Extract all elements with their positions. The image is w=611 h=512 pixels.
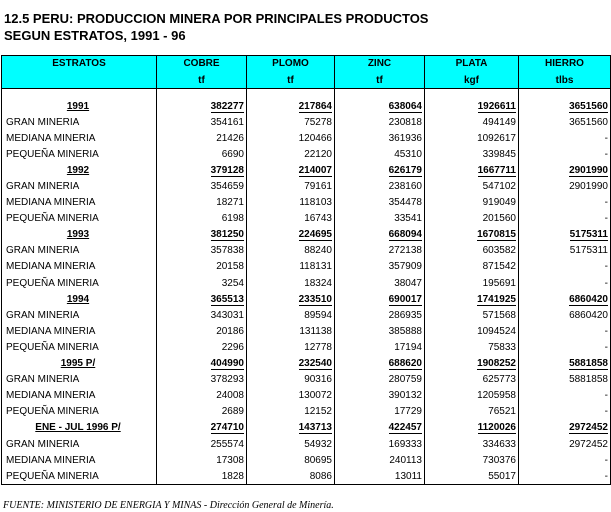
year-total-value-text: 5175311: [569, 229, 608, 241]
stratum-value: 1828: [157, 468, 247, 485]
year-total-row: [2, 227, 611, 243]
stratum-label: PEQUEÑA MINERIA: [2, 146, 157, 162]
table-body: [2, 89, 611, 485]
stratum-value: 3254: [157, 275, 247, 291]
stratum-value: 22120: [247, 146, 335, 162]
year-label-text: 1992: [66, 164, 90, 176]
stratum-label: GRAN MINERIA: [2, 114, 157, 130]
stratum-value: 603582: [425, 243, 519, 259]
stratum-value: 90316: [247, 372, 335, 388]
spacer-cell: [247, 89, 335, 99]
stratum-row: [2, 468, 611, 485]
year-total-value-text: 365513: [210, 293, 244, 305]
stratum-value: 54932: [247, 436, 335, 452]
stratum-value: -: [519, 275, 611, 291]
year-label: [2, 98, 157, 114]
unit-cobre: tf: [157, 75, 247, 89]
stratum-label: MEDIANA MINERIA: [2, 259, 157, 275]
stratum-label: PEQUEÑA MINERIA: [2, 404, 157, 420]
stratum-value: 6690: [157, 146, 247, 162]
year-total-value-text: 214007: [298, 164, 332, 176]
year-total-value: [157, 98, 247, 114]
stratum-value: 280759: [335, 372, 425, 388]
mining-production-table: [1, 55, 611, 485]
stratum-row: [2, 243, 611, 259]
year-total-value-text: 6860420: [569, 293, 608, 305]
unit-zinc: tf: [335, 75, 425, 89]
year-total-value-text: 379128: [210, 164, 244, 176]
year-total-value-text: 233510: [298, 293, 332, 305]
table-title: 12.5 PERU: PRODUCCION MINERA POR PRINCIPALES PRODUCTOS: [4, 11, 429, 26]
year-total-value-text: 1120026: [477, 422, 516, 434]
stratum-value: 169333: [335, 436, 425, 452]
unit-hierro: tlbs: [519, 75, 611, 89]
column-header-cobre: COBRE: [157, 56, 247, 76]
spacer-cell: [2, 89, 157, 99]
stratum-value: -: [519, 404, 611, 420]
stratum-label: MEDIANA MINERIA: [2, 452, 157, 468]
column-header-plata: PLATA: [425, 56, 519, 76]
stratum-value: 547102: [425, 178, 519, 194]
stratum-row: [2, 178, 611, 194]
year-total-value-text: 1741925: [477, 293, 516, 305]
year-total-value-text: 2972452: [569, 422, 608, 434]
year-label-text: 1995 P/: [60, 358, 96, 370]
stratum-value: 3651560: [519, 114, 611, 130]
year-total-value: [335, 420, 425, 436]
year-total-value: [425, 162, 519, 178]
stratum-value: 55017: [425, 468, 519, 485]
year-total-value-text: 1926611: [477, 100, 516, 112]
stratum-value: 17729: [335, 404, 425, 420]
stratum-value: -: [519, 468, 611, 485]
stratum-label: GRAN MINERIA: [2, 436, 157, 452]
stratum-value: 357909: [335, 259, 425, 275]
year-total-value-text: 690017: [388, 293, 422, 305]
stratum-value: 339845: [425, 146, 519, 162]
header-row: [2, 56, 611, 76]
stratum-value: 6198: [157, 211, 247, 227]
stratum-row: [2, 275, 611, 291]
stratum-value: 1094524: [425, 323, 519, 339]
stratum-value: 625773: [425, 372, 519, 388]
stratum-value: 230818: [335, 114, 425, 130]
year-total-value: [335, 98, 425, 114]
unit-plata: kgf: [425, 75, 519, 89]
year-total-value: [335, 227, 425, 243]
stratum-value: -: [519, 452, 611, 468]
stratum-value: -: [519, 211, 611, 227]
stratum-value: 75833: [425, 339, 519, 355]
stratum-value: 76521: [425, 404, 519, 420]
stratum-value: 8086: [247, 468, 335, 485]
stratum-row: [2, 130, 611, 146]
stratum-value: 88240: [247, 243, 335, 259]
year-total-row: [2, 98, 611, 114]
stratum-value: 357838: [157, 243, 247, 259]
stratum-value: 120466: [247, 130, 335, 146]
year-total-value: [519, 227, 611, 243]
stratum-value: 343031: [157, 307, 247, 323]
year-total-value-text: 404990: [210, 358, 244, 370]
stratum-value: 17308: [157, 452, 247, 468]
stratum-label: MEDIANA MINERIA: [2, 388, 157, 404]
year-total-row: [2, 291, 611, 307]
year-label-text: 1994: [66, 293, 90, 305]
year-total-value-text: 232540: [298, 358, 332, 370]
year-total-value: [519, 291, 611, 307]
stratum-row: [2, 372, 611, 388]
stratum-value: 1092617: [425, 130, 519, 146]
stratum-value: 13011: [335, 468, 425, 485]
stratum-label: MEDIANA MINERIA: [2, 323, 157, 339]
stratum-label: PEQUEÑA MINERIA: [2, 468, 157, 485]
year-total-value-text: 626179: [388, 164, 422, 176]
stratum-value: 17194: [335, 339, 425, 355]
year-total-value: [247, 98, 335, 114]
stratum-value: 240113: [335, 452, 425, 468]
year-total-value-text: 381250: [210, 229, 244, 241]
stratum-value: 1205958: [425, 388, 519, 404]
year-total-value: [247, 162, 335, 178]
column-header-zinc: ZINC: [335, 56, 425, 76]
stratum-value: 385888: [335, 323, 425, 339]
column-header-plomo: PLOMO: [247, 56, 335, 76]
stratum-value: 354659: [157, 178, 247, 194]
stratum-value: 118103: [247, 195, 335, 211]
stratum-value: -: [519, 339, 611, 355]
year-total-value: [247, 291, 335, 307]
stratum-value: 354161: [157, 114, 247, 130]
stratum-value: 286935: [335, 307, 425, 323]
table-subtitle: SEGUN ESTRATOS, 1991 - 96: [4, 28, 186, 43]
stratum-row: [2, 436, 611, 452]
year-total-value: [519, 420, 611, 436]
stratum-row: [2, 195, 611, 211]
stratum-row: [2, 452, 611, 468]
stratum-label: GRAN MINERIA: [2, 178, 157, 194]
year-total-value: [425, 291, 519, 307]
year-total-value: [335, 162, 425, 178]
stratum-value: 5881858: [519, 372, 611, 388]
year-label-text: 1993: [66, 229, 90, 241]
year-total-value: [157, 162, 247, 178]
stratum-value: 354478: [335, 195, 425, 211]
spacer-cell: [157, 89, 247, 99]
stratum-value: 38047: [335, 275, 425, 291]
year-total-value: [425, 356, 519, 372]
stratum-row: [2, 307, 611, 323]
year-label: [2, 356, 157, 372]
year-total-value: [157, 420, 247, 436]
year-label: [2, 291, 157, 307]
stratum-label: PEQUEÑA MINERIA: [2, 211, 157, 227]
year-total-value-text: 688620: [388, 358, 422, 370]
year-total-row: [2, 356, 611, 372]
stratum-value: 2689: [157, 404, 247, 420]
stratum-value: 2296: [157, 339, 247, 355]
stratum-label: PEQUEÑA MINERIA: [2, 275, 157, 291]
column-header-hierro: HIERRO: [519, 56, 611, 76]
stratum-row: [2, 339, 611, 355]
source-footnote: FUENTE: MINISTERIO DE ENERGIA Y MINAS - Dirección General de Minería.: [3, 500, 334, 511]
spacer-row: [2, 89, 611, 99]
year-total-value: [519, 98, 611, 114]
stratum-value: 75278: [247, 114, 335, 130]
stratum-value: 80695: [247, 452, 335, 468]
year-label-text: 1991: [66, 100, 90, 112]
year-total-row: [2, 162, 611, 178]
stratum-value: 18324: [247, 275, 335, 291]
stratum-value: 571568: [425, 307, 519, 323]
stratum-value: 24008: [157, 388, 247, 404]
year-total-value-text: 3651560: [569, 100, 608, 112]
stratum-row: [2, 259, 611, 275]
unit-estratos: [2, 75, 157, 89]
unit-plomo: tf: [247, 75, 335, 89]
year-total-value: [157, 227, 247, 243]
stratum-value: 255574: [157, 436, 247, 452]
stratum-value: 334633: [425, 436, 519, 452]
year-total-row: [2, 420, 611, 436]
stratum-value: 18271: [157, 195, 247, 211]
spacer-cell: [335, 89, 425, 99]
stratum-value: 730376: [425, 452, 519, 468]
year-total-value-text: 274710: [210, 422, 244, 434]
year-total-value-text: 382277: [210, 100, 244, 112]
stratum-row: [2, 388, 611, 404]
stratum-value: 12778: [247, 339, 335, 355]
year-total-value: [247, 356, 335, 372]
stratum-value: 919049: [425, 195, 519, 211]
stratum-value: 33541: [335, 211, 425, 227]
stratum-value: 494149: [425, 114, 519, 130]
year-total-value: [425, 420, 519, 436]
unit-row: [2, 75, 611, 89]
stratum-value: 2972452: [519, 436, 611, 452]
year-total-value: [425, 98, 519, 114]
year-total-value-text: 5881858: [569, 358, 608, 370]
year-total-value-text: 143713: [298, 422, 332, 434]
stratum-value: 16743: [247, 211, 335, 227]
year-label: [2, 227, 157, 243]
stratum-label: GRAN MINERIA: [2, 243, 157, 259]
stratum-label: GRAN MINERIA: [2, 307, 157, 323]
year-total-value-text: 217864: [298, 100, 332, 112]
year-total-value: [247, 227, 335, 243]
stratum-value: -: [519, 146, 611, 162]
spacer-cell: [425, 89, 519, 99]
year-total-value: [519, 162, 611, 178]
stratum-value: 871542: [425, 259, 519, 275]
stratum-value: 195691: [425, 275, 519, 291]
stratum-row: [2, 404, 611, 420]
year-label: [2, 162, 157, 178]
year-total-value-text: 422457: [388, 422, 422, 434]
stratum-label: MEDIANA MINERIA: [2, 130, 157, 146]
stratum-value: 131138: [247, 323, 335, 339]
year-total-value-text: 638064: [388, 100, 422, 112]
stratum-value: 45310: [335, 146, 425, 162]
year-total-value: [157, 356, 247, 372]
spacer-cell: [519, 89, 611, 99]
column-header-estratos: ESTRATOS: [2, 56, 157, 76]
stratum-value: 238160: [335, 178, 425, 194]
year-total-value: [519, 356, 611, 372]
stratum-row: [2, 323, 611, 339]
stratum-row: [2, 146, 611, 162]
stratum-value: 6860420: [519, 307, 611, 323]
stratum-value: 361936: [335, 130, 425, 146]
year-total-value: [335, 356, 425, 372]
stratum-label: PEQUEÑA MINERIA: [2, 339, 157, 355]
stratum-value: 5175311: [519, 243, 611, 259]
stratum-label: MEDIANA MINERIA: [2, 195, 157, 211]
year-total-value-text: 224695: [298, 229, 332, 241]
stratum-row: [2, 114, 611, 130]
stratum-value: 20186: [157, 323, 247, 339]
stratum-value: -: [519, 259, 611, 275]
stratum-value: 21426: [157, 130, 247, 146]
year-total-value-text: 1667711: [477, 164, 516, 176]
stratum-value: -: [519, 130, 611, 146]
stratum-value: -: [519, 195, 611, 211]
stratum-value: -: [519, 323, 611, 339]
stratum-value: 2901990: [519, 178, 611, 194]
stratum-value: 118131: [247, 259, 335, 275]
stratum-value: 79161: [247, 178, 335, 194]
stratum-label: GRAN MINERIA: [2, 372, 157, 388]
year-total-value: [157, 291, 247, 307]
stratum-value: 12152: [247, 404, 335, 420]
year-total-value-text: 668094: [388, 229, 422, 241]
year-total-value-text: 1670815: [477, 229, 516, 241]
stratum-value: 89594: [247, 307, 335, 323]
year-label: [2, 420, 157, 436]
stratum-row: [2, 211, 611, 227]
year-total-value-text: 2901990: [569, 164, 608, 176]
year-total-value: [247, 420, 335, 436]
year-total-value: [425, 227, 519, 243]
stratum-value: 272138: [335, 243, 425, 259]
year-total-value: [335, 291, 425, 307]
stratum-value: 378293: [157, 372, 247, 388]
stratum-value: 20158: [157, 259, 247, 275]
stratum-value: -: [519, 388, 611, 404]
stratum-value: 130072: [247, 388, 335, 404]
stratum-value: 390132: [335, 388, 425, 404]
year-label-text: ENE - JUL 1996 P/: [35, 422, 121, 434]
stratum-value: 201560: [425, 211, 519, 227]
year-total-value-text: 1908252: [477, 358, 516, 370]
